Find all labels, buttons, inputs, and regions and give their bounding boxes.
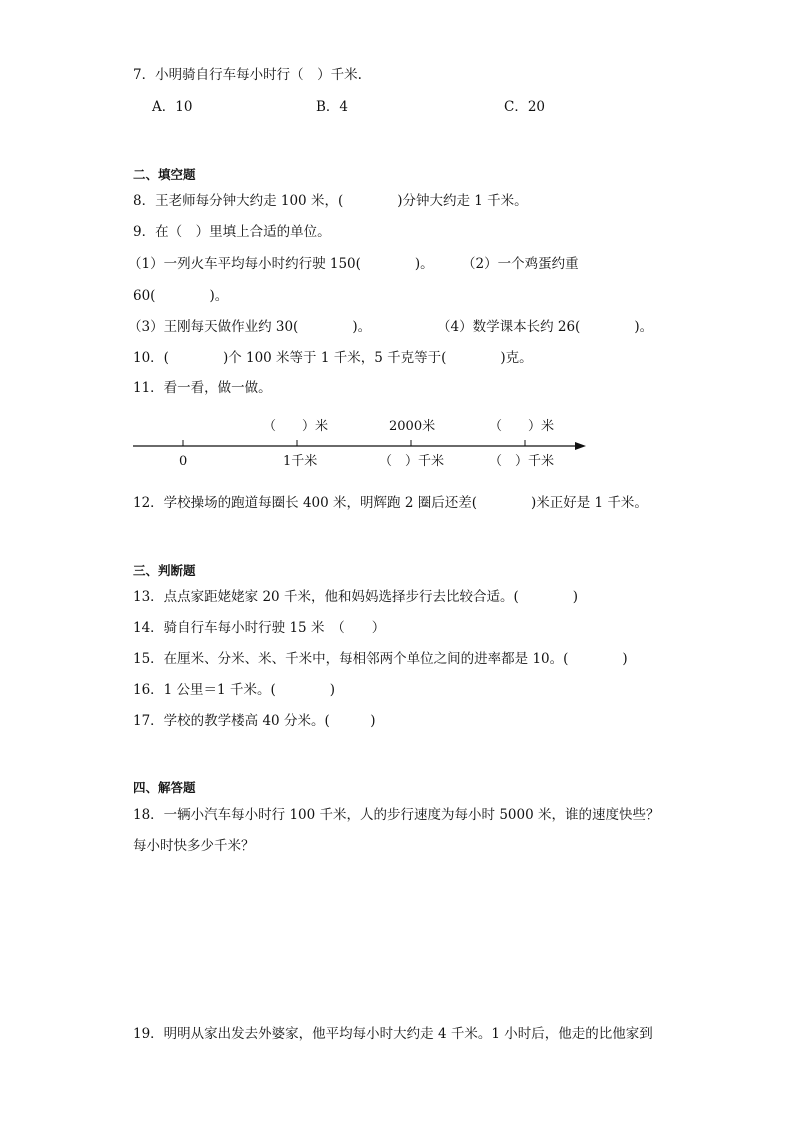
question-19: 19．明明从家出发去外婆家，他平均每小时大约走 4 千米。1 小时后，他走的比他家到: [133, 1026, 653, 1042]
question-9-part-4: （4）数学课本长约 26( )。: [437, 319, 654, 335]
question-9-part-2a: （2）一个鸡蛋约重: [462, 256, 579, 272]
top-label-3: （ ）米: [489, 419, 555, 434]
q7-option-b: B．4: [316, 99, 349, 115]
number-line-arrow: [575, 442, 586, 450]
question-9: 9．在（ ）里填上合适的单位。: [133, 224, 331, 240]
q7-option-c: C．20: [504, 99, 546, 115]
bottom-label-0: 0: [179, 454, 188, 469]
top-label-1: （ ）米: [263, 419, 329, 434]
question-16: 16．1 公里＝1 千米。( ): [133, 682, 335, 698]
question-10: 10．( )个 100 米等于 1 千米，5 千克等于( )克。: [133, 350, 533, 366]
bottom-label-1km: 1千米: [283, 454, 318, 469]
question-18-line-2: 每小时快多少千米？: [133, 838, 255, 854]
bottom-label-4: （ ）千米: [489, 454, 555, 469]
question-17: 17．学校的教学楼高 40 分米。( ): [133, 713, 376, 729]
bottom-label-3: （ ）千米: [379, 454, 445, 469]
question-9-part-1: （1）一列火车平均每小时约行驶 150( )。: [128, 256, 434, 272]
question-9-part-3: （3）王刚每天做作业约 30( )。: [128, 319, 372, 335]
question-15: 15．在厘米、分米、米、千米中，每相邻两个单位之间的进率都是 10。( ): [133, 651, 628, 667]
top-label-2: 2000米: [389, 419, 436, 434]
question-12: 12．学校操场的跑道每圈长 400 米，明辉跑 2 圈后还差( )米正好是 1 千米。: [133, 495, 648, 511]
question-14: 14．骑自行车每小时行驶 15 米 （ ）: [133, 620, 386, 636]
question-13: 13．点点家距姥姥家 20 千米，他和妈妈选择步行去比较合适。( ): [133, 589, 578, 605]
number-line-diagram: [125, 408, 595, 474]
question-11: 11．看一看，做一做。: [133, 380, 272, 396]
section-title-fill-blank: 二、填空题: [133, 167, 196, 182]
q7-option-a: A．10: [152, 99, 193, 115]
question-9-part-2b: 60( )。: [133, 288, 229, 304]
section-title-true-false: 三、判断题: [133, 563, 196, 578]
question-18-line-1: 18．一辆小汽车每小时行 100 千米，人的步行速度为每小时 5000 米，谁的速度快些？: [133, 807, 660, 823]
question-8: 8．王老师每分钟大约走 100 米，( )分钟大约走 1 千米。: [133, 193, 528, 209]
question-7: 7．小明骑自行车每小时行（ ）千米.: [133, 67, 362, 83]
section-title-problem-solving: 四、解答题: [133, 780, 196, 795]
